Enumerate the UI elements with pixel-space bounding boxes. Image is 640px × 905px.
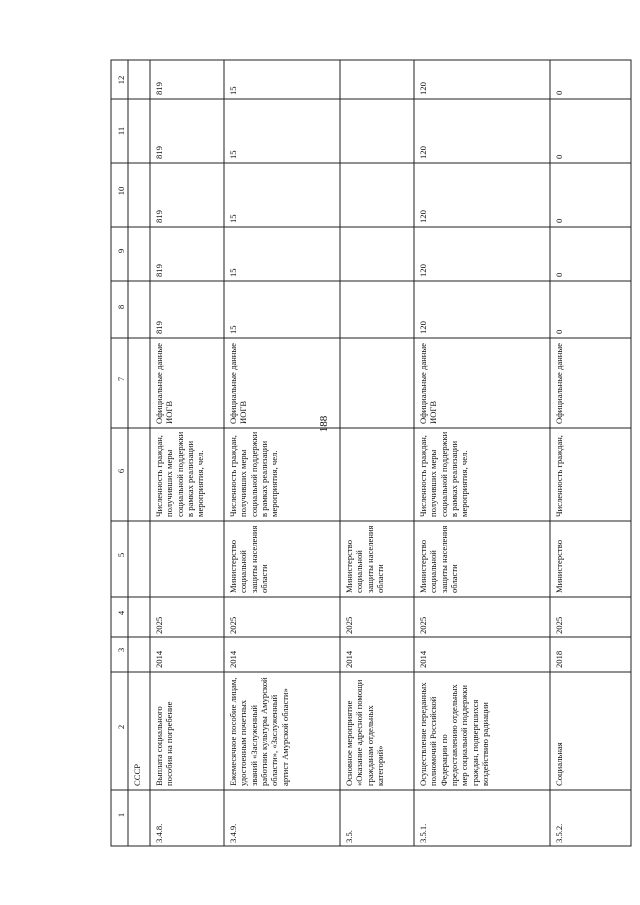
row-3-4-8-v8: 819 [154, 321, 164, 334]
row-3-5-2-source: Официальные данные [554, 343, 564, 424]
row-3-4-8-id: 3.4.8. [154, 823, 164, 843]
row-3-4-8-executor [154, 521, 222, 593]
row-3-4-8-name: Выплата социального пособия на погребение [154, 701, 175, 786]
row-3-5-1-executor: Министерство социальной защиты населения области [418, 525, 459, 593]
row-3-4-9-v10: 15 [228, 214, 238, 223]
row-3-4-9-end: 2025 [228, 616, 238, 634]
row-3-4-8-v10: 819 [154, 210, 164, 223]
row-3-5-id: 3.5. [344, 830, 354, 843]
row-3-5-1-id: 3.5.1. [418, 823, 428, 843]
header-col-10: 10 [116, 186, 126, 196]
header-col-8: 8 [116, 304, 126, 310]
row-3-5-1-indicator: Численность граждан, получивших меры социальной поддержки в рамках реализации мероприятия, чел. [418, 431, 470, 517]
header-col-6: 6 [116, 468, 126, 474]
row-3-5-2-v12: 0 [554, 90, 564, 95]
header-col-5: 5 [116, 552, 126, 558]
row-3-5-executor: Министерство социальной защиты населения области [344, 525, 385, 593]
row-3-4-8-end: 2025 [154, 616, 164, 634]
row-3-4-9-v12: 15 [228, 86, 238, 95]
row-3-5-1-v12: 120 [418, 82, 428, 95]
row-3-4-8-indicator: Численность граждан, получивших меры социальной поддержки в рамках реализации мероприятия, чел. [154, 431, 206, 517]
header-col-1: 1 [116, 812, 126, 818]
row-3-5-1-start: 2014 [418, 650, 428, 668]
continuation-text: СССР [132, 764, 142, 786]
header-col-12: 12 [116, 75, 126, 85]
row-3-4-9-indicator: Численность граждан, получивших меры социальной поддержки в рамках реализации мероприятия, чел. [228, 431, 280, 517]
row-3-5-1-v8: 120 [418, 321, 428, 334]
row-3-4-9-v8: 15 [228, 325, 238, 334]
row-3-5-2-v11: 0 [554, 154, 564, 159]
row-3-5-1-v11: 120 [418, 146, 428, 159]
header-col-2: 2 [116, 724, 126, 730]
row-3-5-2-v8: 0 [554, 329, 564, 334]
row-3-4-9-v11: 15 [228, 150, 238, 159]
row-3-4-8-source: Официальные данные ИОГВ [154, 343, 175, 424]
row-3-5-1-end: 2025 [418, 616, 428, 634]
row-3-5-1-v10: 120 [418, 210, 428, 223]
row-3-5-1-v9: 120 [418, 264, 428, 277]
row-3-4-8-v11: 819 [154, 146, 164, 159]
row-3-5-1-name: Осуществление переданных полномочий Российской Федерации по предоставлению отдельных мер социальной поддержки граждан, подвергшихся воздействию радиации [418, 682, 490, 786]
row-3-4-9-id: 3.4.9. [228, 823, 238, 843]
header-col-9: 9 [116, 248, 126, 254]
row-3-4-9-v9: 15 [228, 268, 238, 277]
row-3-4-9-name: Ежемесячное пособие лицам, удостоенным почетных званий «Заслуженный работник культуры Амурской области», «Заслуженный артист Амурской области» [228, 677, 290, 786]
row-3-4-8-v12: 819 [154, 82, 164, 95]
row-3-5-name: Основное мероприятие «Оказание адресной помощи гражданам отдельных категорий» [344, 679, 385, 786]
row-3-5-start: 2014 [344, 650, 354, 668]
header-col-11: 11 [116, 126, 126, 136]
row-3-5-2-executor: Министерство [554, 540, 564, 593]
row-3-4-8-start: 2014 [154, 650, 164, 668]
row-3-4-9-source: Официальные данные ИОГВ [228, 343, 249, 424]
row-3-5-1-source: Официальные данные ИОГВ [418, 343, 439, 424]
row-3-5-2-name: Социальная [554, 742, 564, 786]
row-3-5-2-end: 2025 [554, 616, 564, 634]
page-number: 188 [318, 415, 330, 433]
row-3-5-end: 2025 [344, 616, 354, 634]
row-3-5-2-start: 2018 [554, 650, 564, 668]
row-3-5-2-indicator: Численность граждан, [554, 435, 564, 517]
row-3-5-2-v9: 0 [554, 272, 564, 277]
header-col-3: 3 [116, 647, 126, 653]
header-col-4: 4 [116, 610, 126, 616]
row-3-5-2-v10: 0 [554, 218, 564, 223]
row-3-4-9-start: 2014 [228, 650, 238, 668]
row-3-5-2-id: 3.5.2. [554, 823, 564, 843]
header-col-7: 7 [116, 376, 126, 382]
row-3-4-8-v9: 819 [154, 264, 164, 277]
row-3-4-9-executor: Министерство социальной защиты населения области [228, 525, 269, 593]
